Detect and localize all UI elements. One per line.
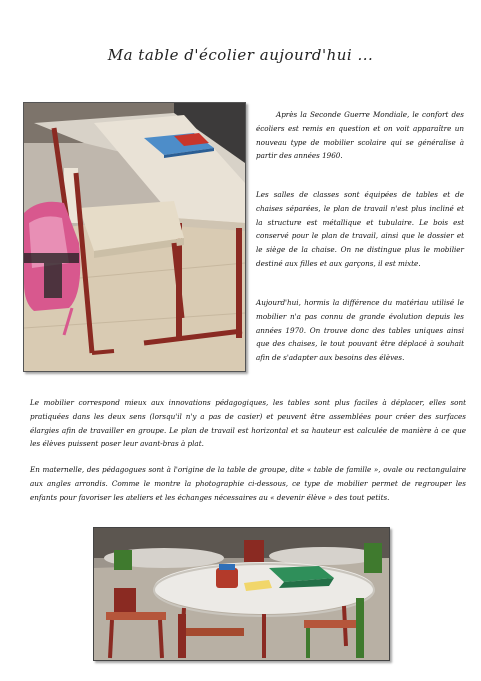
paragraph-today: Aujourd'hui, hormis la différence du matériau utilisé le mobilier n'a pas connu de grande évolution depuis les années 1970. On trouve donc des tables uniques ainsi que des chaises, le tout pouvant être déplacé à souhait afin de s'adapter aux besoins des élèves. bbox=[256, 298, 464, 363]
paragraph-kindergarten: En maternelle, des pédagogues sont à l'origine de la table de groupe, dite « table de famille », ovale ou rectangulaire aux angles arrondis. Comme le montre la photographie ci-dessous, ce type de mobilier permet de regrouper les enfants pour favoriser les ateliers et les échanges nécessaires au « devenir élève » des tout petits. bbox=[30, 465, 466, 502]
kindergarten-table-photo bbox=[93, 527, 390, 661]
page-title: Ma table d'écolier aujourd'hui ... bbox=[107, 46, 374, 64]
classroom-desk-photo bbox=[23, 102, 246, 372]
paragraph-pedagogy: Le mobilier correspond mieux aux innovations pédagogiques, les tables sont plus faciles à déplacer, elles sont pratiquées dans les deux sens (lorsqu'il n'y a pas de casier) et peuvent être assemblées pour créer des surfaces élargies afin de travailler en groupe. Le plan de travail est horizontal et sa hauteur est calculée de manière à ce que les élèves puissent poser leur avant-bras à plat. bbox=[30, 398, 466, 449]
paragraph-classroom-furniture: Les salles de classes sont équipées de tables et de chaises séparées, le plan de travail n'est plus incliné et la structure est métallique et tubulaire. Le bois est conservé pour le plan de travail, ainsi que le dossier et le siège de la chaise. On ne distingue plus le mobilier destiné aux filles et aux garçons, il est mixte. bbox=[256, 190, 464, 268]
paragraph-post-war: Après la Seconde Guerre Mondiale, le confort des écoliers est remis en question et on voit apparaître un nouveau type de mobilier scolaire qui se généralise à partir des années 1960. bbox=[256, 110, 464, 161]
